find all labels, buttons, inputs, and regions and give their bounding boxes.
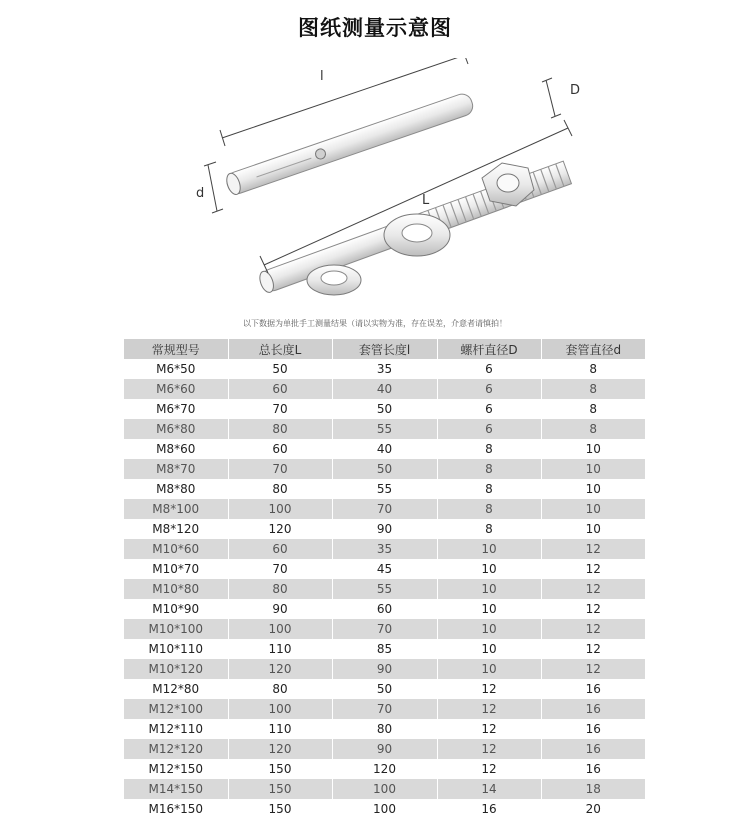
cell-model: M12*120 xyxy=(124,739,228,759)
cell-sleeve-diameter: 16 xyxy=(541,739,645,759)
cell-bolt-diameter: 10 xyxy=(437,539,541,559)
table-row xyxy=(124,459,645,479)
table-row xyxy=(124,379,645,399)
cell-bolt-diameter: 12 xyxy=(437,699,541,719)
table-row xyxy=(124,479,645,499)
cell-sleeve-diameter: 16 xyxy=(541,699,645,719)
measurement-note: 以下数据为单批手工测量结果（请以实物为准，存在误差，介意者请慎拍！ xyxy=(243,319,507,328)
cell-sleeve-diameter: 8 xyxy=(541,359,645,379)
cell-sleeve-length: 40 xyxy=(332,379,437,399)
cell-bolt-diameter: 10 xyxy=(437,599,541,619)
cell-total-length: 120 xyxy=(228,519,332,539)
cell-sleeve-length: 90 xyxy=(332,519,437,539)
cell-sleeve-length: 55 xyxy=(332,479,437,499)
cell-bolt-diameter: 8 xyxy=(437,499,541,519)
cell-model: M8*100 xyxy=(124,499,228,519)
cell-model: M8*70 xyxy=(124,459,228,479)
cell-model: M10*60 xyxy=(124,539,228,559)
cell-total-length: 80 xyxy=(228,479,332,499)
cell-sleeve-diameter: 12 xyxy=(541,639,645,659)
spring-washer xyxy=(307,265,361,295)
cell-model: M12*100 xyxy=(124,699,228,719)
cell-sleeve-diameter: 12 xyxy=(541,559,645,579)
cell-sleeve-length: 45 xyxy=(332,559,437,579)
cell-sleeve-diameter: 20 xyxy=(541,799,645,819)
cell-total-length: 60 xyxy=(228,439,332,459)
cell-bolt-diameter: 6 xyxy=(437,399,541,419)
cell-sleeve-diameter: 10 xyxy=(541,479,645,499)
label-L-big: L xyxy=(422,193,430,208)
cell-model: M12*110 xyxy=(124,719,228,739)
cell-sleeve-length: 70 xyxy=(332,619,437,639)
cell-sleeve-diameter: 12 xyxy=(541,579,645,599)
cell-sleeve-length: 40 xyxy=(332,439,437,459)
cell-sleeve-length: 90 xyxy=(332,659,437,679)
cell-model: M6*70 xyxy=(124,399,228,419)
cell-total-length: 100 xyxy=(228,619,332,639)
cell-total-length: 110 xyxy=(228,639,332,659)
cell-total-length: 120 xyxy=(228,659,332,679)
table-row xyxy=(124,439,645,459)
cell-model: M10*80 xyxy=(124,579,228,599)
cell-sleeve-diameter: 8 xyxy=(541,379,645,399)
table-row xyxy=(124,519,645,539)
cell-sleeve-diameter: 8 xyxy=(541,399,645,419)
cell-bolt-diameter: 12 xyxy=(437,679,541,699)
cell-sleeve-length: 50 xyxy=(332,679,437,699)
cell-sleeve-diameter: 12 xyxy=(541,539,645,559)
cell-total-length: 120 xyxy=(228,739,332,759)
cell-sleeve-diameter: 10 xyxy=(541,439,645,459)
table-header-row xyxy=(124,339,645,359)
header-sleeve-diameter: 套管直径d xyxy=(541,339,645,359)
spec-table xyxy=(124,339,645,819)
cell-total-length: 110 xyxy=(228,719,332,739)
cell-sleeve-diameter: 10 xyxy=(541,519,645,539)
cell-bolt-diameter: 16 xyxy=(437,799,541,819)
cell-sleeve-diameter: 16 xyxy=(541,679,645,699)
spec-table-body xyxy=(124,359,645,819)
table-row xyxy=(124,779,645,799)
cell-total-length: 150 xyxy=(228,779,332,799)
table-row xyxy=(124,599,645,619)
flat-washer xyxy=(384,214,450,256)
cell-total-length: 60 xyxy=(228,539,332,559)
cell-model: M8*120 xyxy=(124,519,228,539)
header-total-length: 总长度L xyxy=(228,339,332,359)
cell-bolt-diameter: 6 xyxy=(437,359,541,379)
cell-sleeve-diameter: 16 xyxy=(541,719,645,739)
cell-total-length: 70 xyxy=(228,399,332,419)
anchor-bolt-diagram xyxy=(190,58,610,298)
cell-sleeve-diameter: 10 xyxy=(541,499,645,519)
cell-sleeve-diameter: 8 xyxy=(541,419,645,439)
table-row xyxy=(124,699,645,719)
table-row xyxy=(124,579,645,599)
cell-model: M6*50 xyxy=(124,359,228,379)
header-sleeve-length: 套管长度l xyxy=(332,339,437,359)
cell-sleeve-length: 100 xyxy=(332,799,437,819)
cell-total-length: 100 xyxy=(228,499,332,519)
cell-bolt-diameter: 8 xyxy=(437,479,541,499)
cell-sleeve-diameter: 12 xyxy=(541,619,645,639)
cell-sleeve-diameter: 12 xyxy=(541,659,645,679)
cell-model: M8*80 xyxy=(124,479,228,499)
dimension-D xyxy=(542,78,580,118)
cell-model: M10*120 xyxy=(124,659,228,679)
cell-bolt-diameter: 8 xyxy=(437,459,541,479)
cell-bolt-diameter: 6 xyxy=(437,379,541,399)
table-row xyxy=(124,759,645,779)
cell-total-length: 100 xyxy=(228,699,332,719)
sleeve-tube xyxy=(224,91,475,196)
cell-bolt-diameter: 12 xyxy=(437,739,541,759)
cell-sleeve-length: 35 xyxy=(332,539,437,559)
table-row xyxy=(124,639,645,659)
label-D-big: D xyxy=(570,83,581,98)
dimension-d xyxy=(196,162,223,213)
table-row xyxy=(124,539,645,559)
label-l-small: l xyxy=(320,69,324,84)
cell-total-length: 150 xyxy=(228,759,332,779)
header-bolt-diameter: 螺杆直径D xyxy=(437,339,541,359)
cell-model: M8*60 xyxy=(124,439,228,459)
cell-sleeve-length: 50 xyxy=(332,459,437,479)
cell-bolt-diameter: 8 xyxy=(437,439,541,459)
cell-model: M12*150 xyxy=(124,759,228,779)
cell-sleeve-length: 50 xyxy=(332,399,437,419)
cell-bolt-diameter: 10 xyxy=(437,659,541,679)
header-model: 常规型号 xyxy=(124,339,228,359)
cell-model: M10*100 xyxy=(124,619,228,639)
cell-total-length: 50 xyxy=(228,359,332,379)
table-row xyxy=(124,559,645,579)
cell-sleeve-diameter: 12 xyxy=(541,599,645,619)
cell-total-length: 60 xyxy=(228,379,332,399)
cell-total-length: 80 xyxy=(228,579,332,599)
cell-bolt-diameter: 10 xyxy=(437,639,541,659)
table-row xyxy=(124,399,645,419)
cell-sleeve-length: 35 xyxy=(332,359,437,379)
cell-sleeve-length: 55 xyxy=(332,579,437,599)
table-row xyxy=(124,679,645,699)
cell-model: M16*150 xyxy=(124,799,228,819)
cell-sleeve-length: 120 xyxy=(332,759,437,779)
cell-sleeve-length: 90 xyxy=(332,739,437,759)
table-row xyxy=(124,499,645,519)
cell-bolt-diameter: 12 xyxy=(437,759,541,779)
cell-sleeve-length: 60 xyxy=(332,599,437,619)
cell-total-length: 70 xyxy=(228,459,332,479)
cell-sleeve-length: 85 xyxy=(332,639,437,659)
cell-model: M6*60 xyxy=(124,379,228,399)
cell-sleeve-length: 100 xyxy=(332,779,437,799)
cell-total-length: 70 xyxy=(228,559,332,579)
cell-model: M10*90 xyxy=(124,599,228,619)
cell-sleeve-length: 70 xyxy=(332,699,437,719)
cell-total-length: 90 xyxy=(228,599,332,619)
cell-sleeve-diameter: 18 xyxy=(541,779,645,799)
cell-model: M14*150 xyxy=(124,779,228,799)
table-row xyxy=(124,419,645,439)
table-row xyxy=(124,659,645,679)
table-row xyxy=(124,719,645,739)
cell-sleeve-diameter: 16 xyxy=(541,759,645,779)
cell-bolt-diameter: 8 xyxy=(437,519,541,539)
cell-sleeve-length: 80 xyxy=(332,719,437,739)
cell-total-length: 80 xyxy=(228,419,332,439)
cell-model: M10*110 xyxy=(124,639,228,659)
cell-model: M10*70 xyxy=(124,559,228,579)
cell-model: M12*80 xyxy=(124,679,228,699)
dimension-l xyxy=(220,58,468,146)
table-row xyxy=(124,359,645,379)
cell-bolt-diameter: 10 xyxy=(437,619,541,639)
label-d-small: d xyxy=(196,186,205,201)
cell-sleeve-length: 55 xyxy=(332,419,437,439)
table-row xyxy=(124,739,645,759)
cell-bolt-diameter: 6 xyxy=(437,419,541,439)
cell-bolt-diameter: 12 xyxy=(437,719,541,739)
cell-total-length: 150 xyxy=(228,799,332,819)
table-row xyxy=(124,799,645,819)
cell-sleeve-diameter: 10 xyxy=(541,459,645,479)
cell-model: M6*80 xyxy=(124,419,228,439)
cell-bolt-diameter: 14 xyxy=(437,779,541,799)
cell-bolt-diameter: 10 xyxy=(437,559,541,579)
page-title: 图纸测量示意图 xyxy=(298,16,452,40)
cell-sleeve-length: 70 xyxy=(332,499,437,519)
table-row xyxy=(124,619,645,639)
cell-total-length: 80 xyxy=(228,679,332,699)
cell-bolt-diameter: 10 xyxy=(437,579,541,599)
